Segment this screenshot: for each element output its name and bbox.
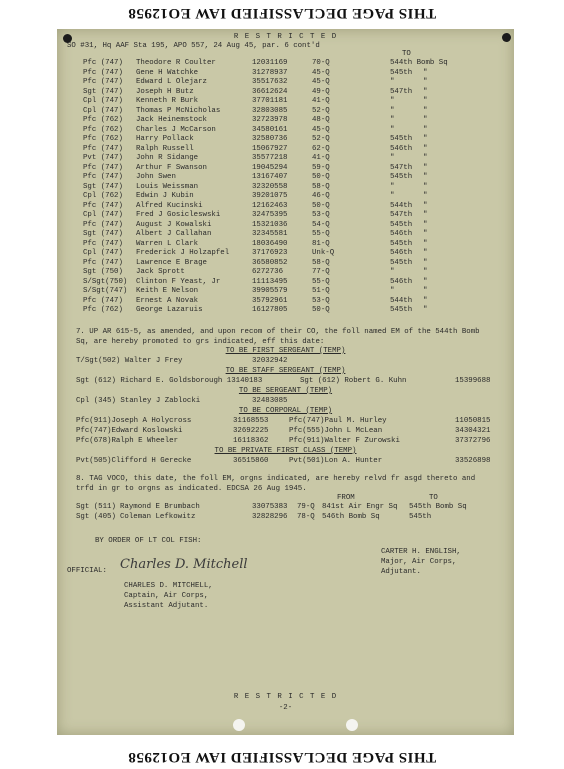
classification-header: R E S T R I C T E D bbox=[233, 33, 338, 41]
roster-name: Albert J Callahan bbox=[136, 230, 212, 238]
roster-unit: 546th bbox=[390, 144, 413, 153]
roster-mos: 59-Q bbox=[312, 163, 330, 172]
roster-name: Edward L Olejarz bbox=[136, 78, 207, 86]
roster-name: Clinton F Yeast, Jr bbox=[136, 277, 221, 286]
roster-grade: Pfc (762) bbox=[83, 135, 123, 143]
roster-name: Warren L Clark bbox=[136, 239, 199, 248]
roster-unit: 546th bbox=[390, 230, 413, 238]
roster-row bbox=[57, 116, 514, 126]
roster-grade: Pfc (747) bbox=[83, 144, 123, 153]
roster-row bbox=[57, 221, 514, 231]
roster-serial: 35577218 bbox=[252, 154, 288, 162]
promotion-corporal: Pfc(747)Edward Koslowski bbox=[76, 427, 183, 435]
roster-row bbox=[57, 287, 514, 297]
roster-mos: 54-Q bbox=[312, 220, 330, 229]
roster-row bbox=[57, 78, 514, 88]
roster-row bbox=[57, 240, 514, 250]
roster-name: Kenneth R Burk bbox=[136, 97, 199, 105]
transfer-grade: Sgt (511) bbox=[76, 503, 116, 511]
roster-unit: " bbox=[390, 97, 395, 105]
roster-mos: 45-Q bbox=[312, 125, 330, 134]
roster-grade: Cpl (747) bbox=[83, 97, 123, 105]
roster-mos: 53-Q bbox=[312, 211, 330, 219]
roster-serial: 35517632 bbox=[252, 78, 288, 86]
roster-grade: Cpl (762) bbox=[83, 192, 123, 200]
promotion-pfc-2: Pvt(501)Lon A. Hunter bbox=[289, 457, 383, 465]
from-column-label: FROM bbox=[337, 494, 355, 502]
classification-footer: R E S T R I C T E D bbox=[233, 693, 338, 701]
roster-name: Gene H Watchke bbox=[136, 68, 199, 77]
roster-serial: 16127805 bbox=[252, 306, 288, 314]
roster-row bbox=[57, 183, 514, 193]
signer-block-left bbox=[124, 581, 213, 611]
roster-mos: 48-Q bbox=[312, 116, 330, 124]
roster-grade: Pfc (747) bbox=[83, 296, 123, 305]
roster-mos: 55-Q bbox=[312, 230, 330, 238]
roster-unit: 545th bbox=[390, 258, 413, 267]
roster-serial: 32723978 bbox=[252, 116, 288, 124]
promotion-first-sergeant: T/Sgt(502) Walter J Frey bbox=[76, 357, 183, 365]
signer-name: CARTER H. ENGLISH, bbox=[381, 548, 461, 556]
signer-title: Assistant Adjutant. bbox=[124, 602, 209, 610]
promotion-serial: 15399688 bbox=[455, 377, 491, 385]
roster-serial: 36580852 bbox=[252, 258, 288, 267]
roster-grade: Sgt (750) bbox=[83, 268, 123, 276]
roster-name: Jack Sprott bbox=[136, 268, 185, 276]
roster-mos: 62-Q bbox=[312, 144, 330, 153]
roster-row bbox=[57, 192, 514, 202]
roster-unit: 545th bbox=[390, 173, 413, 181]
roster-unit: 544th bbox=[390, 201, 413, 210]
promotion-sergeant: Cpl (345) Stanley J Zablocki bbox=[76, 397, 201, 405]
transfer-serial: 33075383 bbox=[252, 503, 288, 511]
transfer-to: 545th Bomb Sq bbox=[409, 503, 467, 511]
promotion-staff-sergeant-1: Sgt (612) Richard E. Goldsborough 13140183 bbox=[76, 377, 263, 385]
roster-unit: " bbox=[390, 154, 395, 162]
roster-mos: 41-Q bbox=[312, 97, 330, 105]
roster-name: Harry Pollack bbox=[136, 135, 194, 143]
roster-name: Thomas P McNicholas bbox=[136, 106, 221, 115]
roster-serial: 18036490 bbox=[252, 239, 288, 248]
roster-name: Lawrence E Brage bbox=[136, 258, 207, 267]
roster-ditto: " bbox=[423, 287, 428, 295]
transfer-name: Raymond E Brumbach bbox=[120, 503, 200, 511]
roster-serial: 15321036 bbox=[252, 220, 288, 229]
roster-serial: 31278937 bbox=[252, 68, 288, 77]
roster-serial: 39905579 bbox=[252, 287, 288, 295]
promotion-corporal: Pfc(678)Ralph E Wheeler bbox=[76, 437, 179, 445]
roster-row bbox=[57, 249, 514, 259]
roster-serial: 34580161 bbox=[252, 125, 288, 134]
transfer-name: Coleman Lefkowitz bbox=[120, 513, 196, 521]
roster-name: Edwin J Kubin bbox=[136, 192, 194, 200]
roster-grade: Pfc (747) bbox=[83, 258, 123, 267]
roster-unit: 547th bbox=[390, 163, 413, 172]
signer-rank: Major, Air Corps, bbox=[381, 558, 457, 566]
roster-ditto: " bbox=[423, 154, 428, 162]
roster-grade: Pfc (747) bbox=[83, 173, 123, 181]
roster-serial: 37701181 bbox=[252, 97, 288, 105]
roster-unit: " bbox=[390, 287, 395, 295]
roster-row bbox=[57, 306, 514, 316]
roster-row bbox=[57, 202, 514, 212]
roster-row bbox=[57, 69, 514, 79]
promotion-serial: 31168553 bbox=[233, 417, 269, 425]
roster-unit: 547th bbox=[390, 87, 413, 96]
roster-name: Theodore R Coulter bbox=[136, 59, 216, 67]
roster-grade: Pfc (747) bbox=[83, 220, 123, 229]
roster-mos: 53-Q bbox=[312, 296, 330, 305]
roster-ditto: " bbox=[423, 68, 428, 77]
roster-serial: 12031169 bbox=[252, 59, 288, 67]
roster-row bbox=[57, 135, 514, 145]
roster-mos: 49-Q bbox=[312, 87, 330, 96]
promotion-corporal: Pfc(555)John L McLean bbox=[289, 427, 383, 435]
roster-row bbox=[57, 259, 514, 269]
promotion-corporal: Pfc(747)Paul M. Hurley bbox=[289, 417, 387, 425]
roster-row bbox=[57, 268, 514, 278]
roster-grade: S/Sgt(750) bbox=[83, 277, 128, 286]
promotion-serial: 32032942 bbox=[252, 357, 288, 365]
signer-block-right bbox=[381, 547, 461, 577]
roster-ditto: " bbox=[423, 192, 428, 200]
roster-ditto: " bbox=[423, 277, 428, 286]
roster-ditto: " bbox=[423, 87, 428, 96]
roster-unit: " bbox=[390, 192, 395, 200]
roster-ditto: " bbox=[423, 97, 428, 105]
promotion-corporal: Pfc(911)Joseph A Holycross bbox=[76, 417, 192, 425]
heading-staff-sergeant: TO BE STAFF SERGEANT (TEMP) bbox=[225, 367, 346, 375]
transfer-grade: Sgt (405) bbox=[76, 513, 116, 521]
punch-hole bbox=[346, 719, 358, 731]
promotion-pfc-1: Pvt(505)Clifford H Gerecke bbox=[76, 457, 192, 465]
roster-grade: Pfc (747) bbox=[83, 68, 123, 77]
transfer-to: 545th bbox=[409, 513, 432, 521]
roster-grade: Cpl (747) bbox=[83, 106, 123, 115]
roster-unit: 545th bbox=[390, 239, 413, 248]
roster-name: August J Kowalski bbox=[136, 220, 212, 229]
roster-ditto: " bbox=[423, 182, 428, 191]
page-number: -2- bbox=[278, 704, 293, 712]
roster-ditto: " bbox=[423, 106, 428, 115]
roster-serial: 32580736 bbox=[252, 135, 288, 143]
transfer-serial: 32828296 bbox=[252, 513, 288, 521]
promotion-serial: 11050815 bbox=[455, 417, 491, 425]
roster-unit: " bbox=[390, 116, 395, 124]
roster-row bbox=[57, 59, 514, 69]
roster-serial: 39201075 bbox=[252, 192, 288, 200]
roster-mos: 81-Q bbox=[312, 239, 330, 248]
roster-row bbox=[57, 173, 514, 183]
signer-title: Adjutant. bbox=[381, 568, 421, 576]
roster-row bbox=[57, 278, 514, 288]
roster-ditto: " bbox=[423, 144, 428, 153]
roster-unit: 546th bbox=[390, 277, 413, 286]
signer-rank: Captain, Air Corps, bbox=[124, 592, 209, 600]
document-page bbox=[57, 29, 514, 735]
roster-ditto: " bbox=[423, 220, 428, 229]
roster-grade: Cpl (747) bbox=[83, 211, 123, 219]
roster-grade: Pfc (762) bbox=[83, 116, 123, 124]
declassified-banner-bottom: THIS PAGE DECLASSIFIED IAW EO12958 bbox=[127, 749, 437, 765]
roster-unit: " bbox=[390, 268, 395, 276]
roster-grade: Cpl (747) bbox=[83, 249, 123, 257]
promotion-serial: 36515860 bbox=[233, 457, 269, 465]
roster-unit: " bbox=[390, 78, 395, 86]
roster-ditto: " bbox=[423, 239, 428, 248]
roster-ditto: " bbox=[423, 296, 428, 305]
promotion-corporal: Pfc(911)Walter F Zurowski bbox=[289, 437, 400, 445]
roster-grade: Pfc (747) bbox=[83, 239, 123, 248]
roster-ditto: " bbox=[423, 163, 428, 172]
roster-unit: 545th bbox=[390, 306, 413, 314]
roster-grade: Sgt (747) bbox=[83, 230, 123, 238]
roster-ditto: " bbox=[423, 306, 428, 314]
roster-unit: 545th bbox=[390, 135, 413, 143]
promotion-serial: 32692225 bbox=[233, 427, 269, 435]
roster-name: Keith E Nelson bbox=[136, 287, 199, 295]
roster-name: Charles J McCarson bbox=[136, 125, 216, 134]
promotion-serial: 32483085 bbox=[252, 397, 288, 405]
roster-ditto: " bbox=[423, 268, 428, 276]
official-label: OFFICIAL: bbox=[67, 567, 107, 575]
roster-serial: 35792961 bbox=[252, 296, 288, 305]
roster-row bbox=[57, 297, 514, 307]
roster-grade: Pfc (762) bbox=[83, 306, 123, 314]
heading-first-sergeant: TO BE FIRST SERGEANT (TEMP) bbox=[225, 347, 346, 355]
roster-row bbox=[57, 126, 514, 136]
roster-name: Jack Heinemstock bbox=[136, 116, 207, 124]
roster-mos: 58-Q bbox=[312, 258, 330, 267]
promotion-serial: 16118362 bbox=[233, 437, 269, 445]
roster-name: John R Sidange bbox=[136, 154, 199, 162]
roster-grade: Sgt (747) bbox=[83, 182, 123, 191]
roster-row bbox=[57, 164, 514, 174]
roster-serial: 19045294 bbox=[252, 163, 288, 172]
paragraph-7: 7. UP AR 615-5, as amended, and upon recom of their CO, the foll named EM of the 544th Bomb Sq, are hereby promoted to grs indicated, eff this date: bbox=[76, 328, 480, 346]
roster-mos: 70-Q bbox=[312, 59, 330, 67]
transfer-mos: 78-Q bbox=[297, 513, 315, 521]
transfer-from: 841st Air Engr Sq bbox=[322, 503, 398, 511]
roster-mos: 50-Q bbox=[312, 306, 330, 314]
roster-mos: 45-Q bbox=[312, 78, 330, 86]
roster-row bbox=[57, 88, 514, 98]
roster-name: George Lazaruis bbox=[136, 306, 203, 314]
roster-serial: 37176923 bbox=[252, 249, 288, 257]
signer-name: CHARLES D. MITCHELL, bbox=[124, 582, 213, 590]
roster-unit: 546th bbox=[390, 249, 413, 257]
transfer-mos: 79-Q bbox=[297, 503, 315, 511]
roster-row bbox=[57, 107, 514, 117]
roster-grade: Pvt (747) bbox=[83, 154, 123, 162]
roster-ditto: " bbox=[423, 116, 428, 124]
roster-ditto: " bbox=[423, 201, 428, 210]
roster-ditto: " bbox=[423, 135, 428, 143]
roster-ditto: " bbox=[423, 125, 428, 134]
roster-mos: 77-Q bbox=[312, 268, 330, 276]
roster-mos: 51-Q bbox=[312, 287, 330, 295]
roster-ditto: " bbox=[423, 173, 428, 181]
roster-row bbox=[57, 97, 514, 107]
roster-ditto: " bbox=[423, 78, 428, 86]
promotion-serial: 34304321 bbox=[455, 427, 491, 435]
roster-ditto: " bbox=[423, 230, 428, 238]
promotion-serial: 37372796 bbox=[455, 437, 491, 445]
roster-unit: 545th bbox=[390, 68, 413, 77]
roster-row bbox=[57, 230, 514, 240]
roster-mos: 46-Q bbox=[312, 192, 330, 200]
signature: Charles D. Mitchell bbox=[120, 557, 248, 572]
heading-private-first-class: TO BE PRIVATE FIRST CLASS (TEMP) bbox=[214, 447, 357, 455]
roster-name: Fred J Gosicleswski bbox=[136, 211, 221, 219]
roster-name: John Swen bbox=[136, 173, 176, 181]
roster-name: Alfred Kucinski bbox=[136, 201, 203, 210]
roster-ditto: " bbox=[423, 211, 428, 219]
promotion-serial: 33526898 bbox=[455, 457, 491, 465]
heading-sergeant: TO BE SERGEANT (TEMP) bbox=[238, 387, 333, 395]
roster-mos: 52-Q bbox=[312, 106, 330, 115]
roster-grade: Pfc (747) bbox=[83, 201, 123, 210]
heading-corporal: TO BE CORPORAL (TEMP) bbox=[238, 407, 333, 415]
roster-unit: 547th bbox=[390, 211, 413, 219]
roster-mos: 52-Q bbox=[312, 135, 330, 143]
roster-grade: Pfc (747) bbox=[83, 78, 123, 86]
roster-name: Arthur F Swanson bbox=[136, 163, 207, 172]
roster-unit: " bbox=[390, 182, 395, 191]
roster-name: Ralph Russell bbox=[136, 144, 194, 153]
roster-unit: " bbox=[390, 106, 395, 115]
roster-mos: 50-Q bbox=[312, 201, 330, 210]
roster-mos: 55-Q bbox=[312, 277, 330, 286]
roster-name: Frederick J Holzapfel bbox=[136, 249, 230, 257]
promotion-staff-sergeant-2: Sgt (612) Robert G. Kuhn bbox=[300, 377, 407, 385]
roster-unit: " bbox=[390, 125, 395, 134]
roster-grade: Pfc (762) bbox=[83, 125, 123, 134]
roster-grade: Pfc (747) bbox=[83, 163, 123, 172]
roster-serial: 32475395 bbox=[252, 211, 288, 219]
roster-ditto: " bbox=[423, 249, 428, 257]
roster-grade: Pfc (747) bbox=[83, 59, 123, 67]
roster-unit: 544th bbox=[390, 296, 413, 305]
by-order-line: BY ORDER OF LT COL FISH: bbox=[95, 537, 202, 545]
to-column-label: TO bbox=[402, 50, 411, 58]
roster-mos: Unk-Q bbox=[312, 249, 335, 257]
roster-serial: 11113495 bbox=[252, 277, 288, 286]
roster-mos: 58-Q bbox=[312, 182, 330, 191]
roster-serial: 36612624 bbox=[252, 87, 288, 96]
roster-serial: 13167407 bbox=[252, 173, 288, 181]
roster-serial: 12162463 bbox=[252, 201, 288, 210]
roster-serial: 32320558 bbox=[252, 182, 288, 191]
roster-serial: 6272736 bbox=[252, 268, 284, 276]
punch-hole bbox=[233, 719, 245, 731]
roster-name: Joseph H Butz bbox=[136, 87, 194, 96]
roster-serial: 32803085 bbox=[252, 106, 288, 115]
roster-grade: Sgt (747) bbox=[83, 87, 123, 96]
roster-serial: 15067927 bbox=[252, 144, 288, 153]
to-column-label: TO bbox=[429, 494, 438, 502]
roster-serial: 32345581 bbox=[252, 230, 288, 238]
roster-row bbox=[57, 154, 514, 164]
roster-mos: 41-Q bbox=[312, 154, 330, 162]
roster-unit: 545th bbox=[390, 220, 413, 229]
roster-name: Louis Weissman bbox=[136, 182, 199, 191]
paragraph-8: 8. TAG VOCO, this date, the foll EM, orgns indicated, are hereby relvd fr asgd thereto and trfd in gr to orgns as indicated. EDCSA 26 Aug 1945. bbox=[76, 475, 476, 493]
roster-ditto: " bbox=[423, 258, 428, 267]
transfer-from: 546th Bomb Sq bbox=[322, 513, 380, 521]
roster-mos: 50-Q bbox=[312, 173, 330, 181]
declassified-banner-top: THIS PAGE DECLASSIFIED IAW EO12958 bbox=[127, 5, 437, 21]
roster-unit: 544th Bomb Sq bbox=[390, 59, 448, 67]
roster-grade: S/Sgt(747) bbox=[83, 287, 128, 295]
roster-row bbox=[57, 211, 514, 221]
order-reference: SO #31, Hq AAF Sta 195, APO 557, 24 Aug 45, par. 6 cont'd bbox=[67, 42, 320, 50]
roster-name: Ernest A Novak bbox=[136, 296, 199, 305]
roster-mos: 45-Q bbox=[312, 68, 330, 77]
roster-row bbox=[57, 145, 514, 155]
